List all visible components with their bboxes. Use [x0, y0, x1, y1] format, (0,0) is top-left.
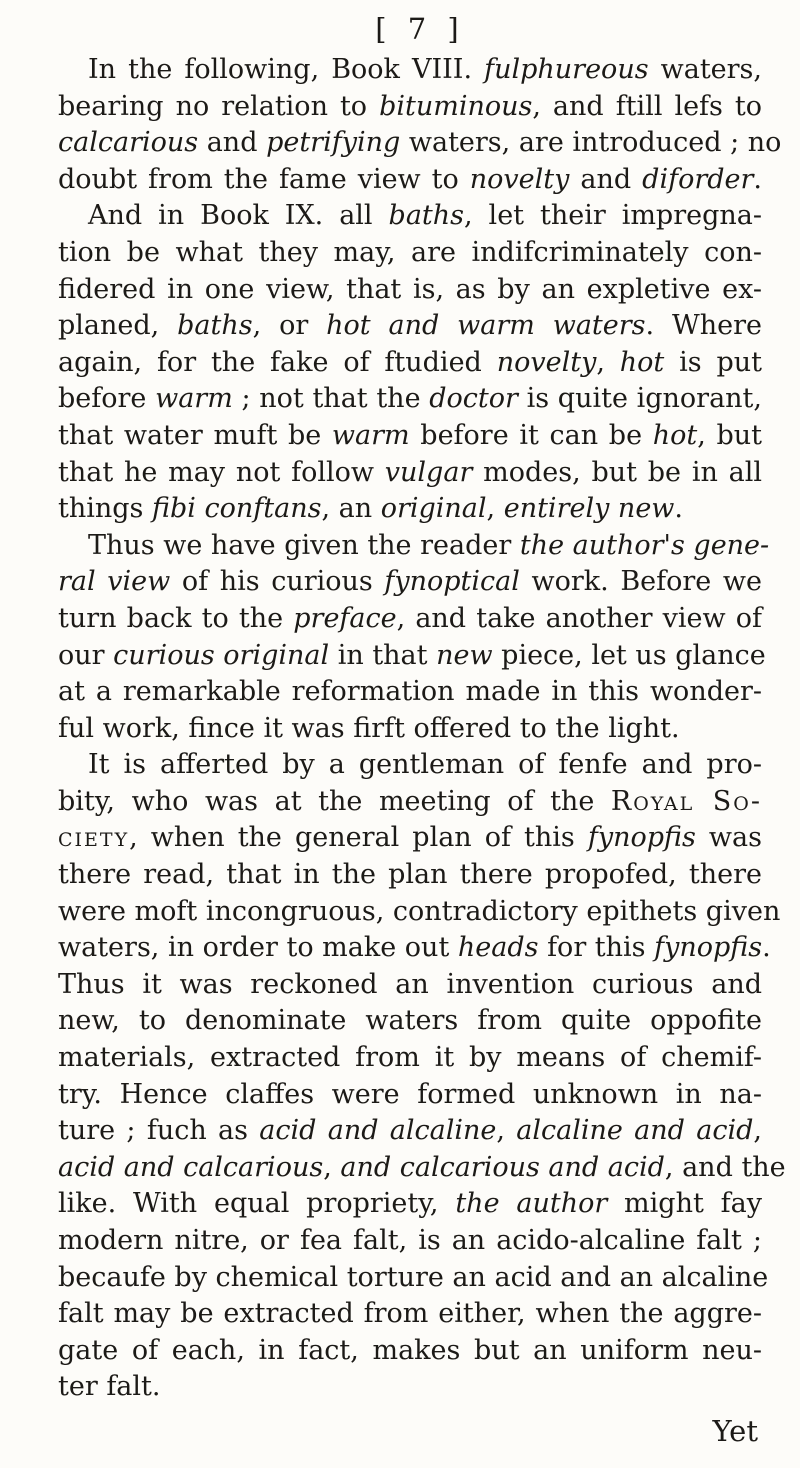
text-line — [58, 198, 762, 235]
text-segment: were moft incongruous, contradictory epithets given — [58, 895, 781, 927]
italic-text: baths — [388, 200, 465, 232]
italic-text: calcarious — [58, 127, 199, 159]
italic-text: curious original — [113, 639, 330, 671]
text-segment: Thus it was reckoned an invention curious and — [58, 968, 762, 1000]
catchword: Yet — [712, 1414, 758, 1448]
text-segment: falt may be extracted from either, when the aggre- — [58, 1298, 762, 1330]
text-segment: modern nitre, or fea falt, is an acido-alcaline falt ; — [58, 1225, 762, 1256]
text-segment: , — [496, 1115, 517, 1147]
text-line — [58, 125, 782, 162]
text-segment: And in Book IX. all — [88, 200, 389, 232]
text-line — [58, 1113, 762, 1150]
text-segment: waters, are introduced ; no — [400, 127, 782, 159]
text-line — [58, 308, 762, 345]
text-line — [58, 162, 762, 199]
text-line — [58, 381, 762, 418]
italic-text: fibi conftans — [152, 493, 322, 525]
text-segment: becaufe by chemical torture an acid and an alcaline — [58, 1261, 769, 1293]
text-segment: , — [486, 493, 504, 525]
text-segment: , and the — [664, 1151, 786, 1183]
text-segment: , or — [252, 310, 327, 342]
italic-text: heads — [457, 932, 539, 964]
italic-text: diforder — [642, 163, 754, 195]
text-line — [58, 52, 762, 89]
italic-text: fynoptical — [384, 566, 520, 598]
text-line — [58, 820, 762, 857]
text-segment: , let their impregna- — [464, 200, 762, 232]
text-line — [58, 1077, 762, 1114]
text-segment: like. With equal propriety, — [58, 1188, 456, 1220]
text-segment: that water muft be — [58, 419, 332, 451]
italic-text: fulphureous — [484, 54, 649, 85]
italic-text: hot and warm waters — [326, 310, 646, 342]
text-line — [58, 857, 762, 894]
italic-text: and calcarious and acid — [340, 1151, 665, 1183]
text-segment: ; not that the — [232, 383, 430, 415]
text-line — [58, 747, 762, 784]
italic-text: acid and alcaline — [259, 1115, 497, 1147]
text-segment: work. Before we — [519, 566, 762, 598]
small-caps-text: ciety — [58, 822, 130, 854]
italic-text: the author's gene- — [519, 529, 770, 561]
text-segment: doubt from the fame view to — [58, 163, 470, 195]
text-segment: is quite ignorant, — [517, 383, 762, 415]
italic-text: bituminous — [379, 90, 533, 122]
text-line — [58, 784, 762, 821]
text-line — [58, 235, 762, 272]
text-segment: in that — [329, 639, 437, 671]
text-segment: and — [198, 127, 267, 159]
text-segment: planed, — [58, 310, 178, 342]
italic-text: doctor — [429, 383, 518, 415]
text-line — [58, 528, 770, 565]
text-segment: was — [695, 822, 762, 854]
text-segment: again, for the fake of ftudied — [58, 346, 497, 378]
small-caps-text: Royal So- — [610, 785, 762, 817]
text-segment: new, to denominate waters from quite oppofite — [58, 1005, 762, 1037]
text-line — [58, 1333, 762, 1370]
text-segment: is put — [664, 346, 763, 378]
text-segment: piece, let us glance — [492, 639, 766, 671]
italic-text: preface — [293, 602, 397, 634]
text-line — [58, 1296, 762, 1333]
text-segment: before — [58, 383, 156, 415]
text-line — [58, 1260, 769, 1297]
text-segment: , — [323, 1151, 341, 1183]
text-line — [58, 1369, 762, 1406]
text-segment: turn back to the — [58, 602, 294, 634]
text-segment: waters, in order to make out — [58, 932, 458, 964]
text-line — [58, 711, 762, 748]
text-segment: of his curious — [170, 566, 385, 598]
text-line — [58, 272, 762, 309]
text-segment: Thus we have given the reader — [88, 529, 520, 561]
text-segment: there read, that in the plan there propofed, there — [58, 859, 762, 891]
text-segment: , and take another view of — [396, 602, 762, 634]
text-segment: ter falt. — [58, 1371, 161, 1403]
text-line — [58, 638, 766, 675]
italic-text: fynopfis — [587, 822, 696, 854]
text-segment: . — [674, 493, 684, 525]
text-line — [58, 930, 771, 967]
italic-text: alcaline and acid — [516, 1115, 754, 1147]
text-segment: that he may not follow — [58, 456, 385, 488]
italic-text: new — [436, 639, 493, 671]
text-segment: and — [569, 163, 643, 195]
text-segment: In the following, Book VIII. — [88, 54, 485, 85]
text-segment: try. Hence claffes were formed unknown in na- — [58, 1078, 762, 1110]
text-line — [58, 1003, 762, 1040]
text-line — [58, 89, 762, 126]
text-line — [58, 564, 762, 601]
text-segment: , an — [321, 493, 381, 525]
text-segment: fidered in one view, that is, as by an expletive ex- — [58, 273, 762, 305]
text-segment: , but — [697, 419, 762, 451]
text-line — [58, 601, 762, 638]
text-segment: our — [58, 639, 114, 671]
text-line — [58, 345, 762, 382]
text-segment: . — [762, 932, 771, 964]
text-line — [58, 674, 762, 711]
text-line — [58, 455, 762, 492]
text-line — [58, 967, 762, 1004]
italic-text: hot — [619, 346, 665, 378]
body-text — [58, 52, 786, 1406]
italic-text: warm — [331, 419, 410, 451]
italic-text: vulgar — [384, 456, 473, 488]
text-segment: before it can be — [409, 419, 653, 451]
text-segment: bity, who was at the meeting of the — [58, 785, 611, 817]
italic-text: fynopfis — [654, 932, 763, 964]
page-number: [ 7 ] — [375, 12, 465, 46]
text-line — [58, 1150, 786, 1187]
italic-text: baths — [177, 310, 253, 342]
text-segment: might fay — [607, 1188, 762, 1220]
text-line — [58, 1040, 762, 1077]
italic-text: acid and calcarious — [58, 1151, 324, 1183]
text-segment: gate of each, in fact, makes but an uniform neu- — [58, 1334, 762, 1366]
text-segment: ture ; fuch as — [58, 1115, 260, 1147]
text-segment: It is afferted by a gentleman of fenfe and pro- — [88, 749, 762, 781]
italic-text: ral view — [58, 566, 171, 598]
italic-text: original — [380, 493, 487, 525]
text-line — [58, 418, 762, 455]
italic-text: petrifying — [266, 127, 401, 159]
text-segment: . Where — [645, 310, 762, 342]
text-segment: for this — [538, 932, 655, 964]
text-segment: materials, extracted from it by means of chemif- — [58, 1042, 762, 1074]
italic-text: novelty — [469, 163, 570, 195]
italic-text: entirely new — [503, 493, 675, 525]
italic-text: novelty — [496, 346, 597, 378]
text-segment: at a remarkable reformation made in this wonder- — [58, 676, 762, 708]
text-segment: , and ftill lefs to — [532, 90, 763, 122]
text-segment: . — [753, 163, 762, 195]
text-segment: waters, — [648, 54, 762, 85]
text-segment: modes, but be in all — [472, 456, 762, 488]
text-line — [58, 1186, 762, 1223]
text-line — [58, 894, 781, 931]
text-segment: bearing no relation to — [58, 90, 380, 122]
italic-text: warm — [155, 383, 233, 415]
text-line — [58, 491, 762, 528]
italic-text: the author — [455, 1188, 608, 1220]
text-segment: things — [58, 493, 152, 525]
text-segment: tion be what they may, are indifcriminately con- — [58, 236, 762, 268]
text-line — [58, 1223, 762, 1260]
text-segment: , — [596, 346, 620, 378]
text-segment: , when the general plan of this — [129, 822, 588, 854]
text-segment: , — [753, 1115, 762, 1147]
italic-text: hot — [652, 419, 698, 451]
text-segment: ful work, fince it was firft offered to the light. — [58, 712, 680, 744]
